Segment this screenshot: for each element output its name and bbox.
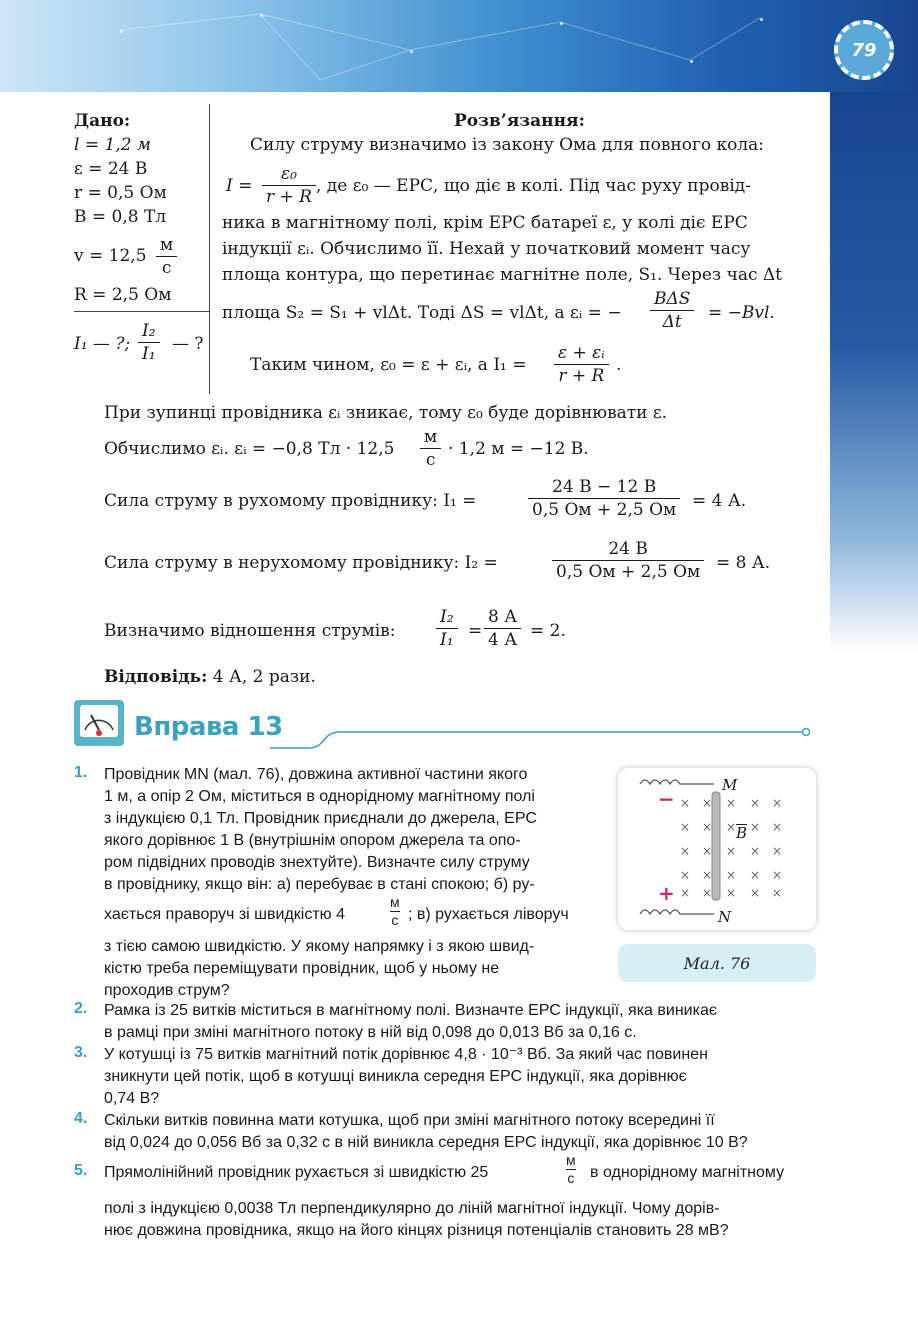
frac-den: с: [391, 912, 399, 928]
find-label: I₁ — ?;: [74, 334, 131, 354]
problem-line: полі з індукцією 0,0038 Тл перпендикулярно до ліній магнітної індукції. Чому дорів-: [104, 1200, 720, 1217]
find-den: I₁: [142, 344, 156, 364]
solution-line: .: [616, 355, 622, 375]
problem-line: хається праворуч зі швидкістю 4: [104, 906, 346, 923]
problem-line: в провіднику, якщо він: а) перебуває в стані спокою; б) ру-: [104, 876, 535, 893]
solution-header: Розв’язання:: [454, 111, 585, 131]
problem-line: з індукцією 0,1 Тл. Провідник приєднали до джерела, ЕРС: [104, 810, 537, 827]
solution-line: = 2.: [530, 621, 566, 641]
solution-line: площа контура, що перетинає магнітне поле, S₁. Через час Δt: [222, 265, 782, 285]
given-separator: [209, 104, 210, 394]
ratio-value-fraction: [484, 606, 521, 651]
solution-line: Таким чином, ε₀ = ε + εᵢ, а I₁ =: [250, 355, 527, 375]
solution-line: площа S₂ = S₁ + vlΔt. Тоді ΔS = vlΔt, а εᵢ = −: [222, 303, 622, 323]
solution-line: При зупинці провідника εᵢ зникає, тому ε₀ буде дорівнювати ε.: [104, 403, 668, 423]
frac-num: 8 А: [488, 607, 518, 627]
solution-line: = −Bvl.: [708, 303, 775, 323]
unit-den: с: [161, 258, 172, 278]
label-m: M: [722, 776, 738, 794]
frac-num: BΔS: [654, 289, 691, 309]
solution-line: , де ε₀ — ЕРС, що діє в колі. Під час руху провід-: [316, 176, 751, 196]
frac-num: м: [566, 1152, 576, 1168]
problem-number: 4.: [74, 1110, 88, 1127]
plus-terminal: +: [658, 881, 675, 905]
header-banner: [0, 0, 918, 92]
minus-terminal: −: [658, 787, 675, 811]
frac-num: м: [424, 427, 438, 447]
frac-den: 4 А: [488, 630, 518, 650]
answer: [104, 666, 316, 688]
problem-line: зникнути цей потік, щоб в котушці виникла середня ЕРС індукції, яка дорівнює: [104, 1068, 687, 1085]
frac-num: м: [390, 894, 400, 910]
figure-caption: Мал. 76: [618, 944, 816, 982]
problem-line: ; в) рухається ліворуч: [408, 906, 569, 923]
side-decoration: [830, 92, 918, 652]
frac-num: ε₀: [281, 164, 297, 184]
frac-den: Δt: [662, 312, 682, 332]
frac-den: r + R: [558, 366, 605, 386]
problem-line: Скільки витків повинна мати котушка, щоб при зміні магнітного потоку всередині її: [104, 1112, 715, 1129]
frac-num: 24 В: [608, 539, 648, 559]
i1-fraction: [528, 476, 680, 521]
speed-unit: [390, 894, 400, 929]
given-item: r = 0,5 Ом: [74, 183, 167, 203]
find-num: I₂: [142, 321, 156, 341]
problem-line: проходив струм?: [104, 982, 230, 999]
solution-line: Визначимо відношення струмів:: [104, 621, 396, 641]
figure-76: × × × × × × × × × × × × × × × × × × × × × × × × × M N B − +: [618, 768, 816, 930]
label-b-vector: B: [736, 824, 748, 842]
emf-fraction: [650, 288, 694, 333]
problem-line: від 0,024 до 0,056 Вб за 0,32 с в ній виникла середня ЕРС індукції, яка дорівнює 10 В?: [104, 1134, 748, 1151]
problem-line: в однорідному магнітному: [590, 1164, 785, 1181]
problem-number: 2.: [74, 1000, 88, 1017]
given-v-unit: [156, 234, 177, 279]
constellation-lines-icon: [0, 0, 918, 92]
frac-den: 0,5 Ом + 2,5 Ом: [556, 562, 701, 582]
solution-line: · 1,2 м = −12 В.: [448, 439, 589, 459]
frac-den: с: [425, 450, 436, 470]
given-item: B = 0,8 Тл: [74, 207, 167, 227]
gauge-icon: [74, 700, 124, 746]
solution-line: ника в магнітному полі, крім ЕРС батареї ε, у колі діє ЕРС: [222, 213, 748, 233]
speed-unit: [566, 1152, 576, 1187]
given-divider: [74, 311, 209, 312]
solution-line: = 8 А.: [716, 553, 771, 573]
solution-line: Сила струму в нерухомому провіднику: I₂ =: [104, 553, 498, 573]
answer-text: 4 А, 2 рази.: [207, 667, 316, 687]
title-underline-icon: [270, 722, 810, 752]
problem-line: Рамка із 25 витків міститься в магнітному полі. Визначте ЕРС індукції, яка виникає: [104, 1002, 718, 1019]
i2-fraction: [552, 538, 704, 583]
problem-number: 5.: [74, 1162, 88, 1179]
speed-unit: [420, 426, 441, 471]
solution-line: Силу струму визначимо із закону Ома для повного кола:: [250, 135, 765, 155]
frac-num: ε + εᵢ: [558, 343, 605, 363]
frac-den: I₁: [440, 630, 454, 650]
answer-label: Відповідь:: [104, 667, 208, 687]
frac-den: 0,5 Ом + 2,5 Ом: [532, 500, 677, 520]
given-item: l = 1,2 м: [74, 135, 152, 155]
problem-line: 1 м, а опір 2 Ом, міститься в однорідному магнітному полі: [104, 788, 535, 805]
problem-number: 3.: [74, 1044, 88, 1061]
given-item: R = 2,5 Ом: [74, 285, 172, 305]
problem-line: нює довжина провідника, якщо на його кінцях різниця потенціалів становить 28 мВ?: [104, 1222, 729, 1239]
exercise-title: Вправа 13: [134, 712, 283, 742]
ratio-fraction: [436, 606, 458, 651]
frac-num: 24 В − 12 В: [552, 477, 657, 497]
equals-sign: =: [468, 621, 483, 641]
page-number: 79: [851, 39, 877, 61]
given-item: ε = 24 В: [74, 159, 148, 179]
problem-line: Прямолінійний провідник рухається зі швидкістю 25: [104, 1164, 489, 1181]
problem-line: Провідник MN (мал. 76), довжина активної частини якого: [104, 766, 528, 783]
find-suffix: — ?: [172, 334, 204, 354]
given-header: Дано:: [74, 111, 131, 131]
problem-number: 1.: [74, 764, 88, 781]
frac-den: r + R: [266, 187, 312, 207]
ohm-fraction: [262, 163, 316, 208]
current-fraction: [554, 342, 609, 387]
solution-line: Сила струму в рухомому провіднику: I₁ =: [104, 491, 477, 511]
solution-line: I =: [226, 176, 253, 196]
find-ratio: [138, 320, 160, 365]
frac-den: с: [567, 1170, 575, 1186]
page-number-gear-icon: [834, 20, 894, 80]
solution-line: = 4 А.: [692, 491, 747, 511]
solution-line: Обчислимо εᵢ. εᵢ = −0,8 Тл · 12,5: [104, 439, 395, 459]
problem-line: У котушці із 75 витків магнітний потік дорівнює 4,8 · 10⁻³ Вб. За який час повинен: [104, 1046, 708, 1063]
problem-line: в рамці при зміні магнітного потоку в ній від 0,098 до 0,013 Вб за 0,16 с.: [104, 1024, 637, 1041]
problem-line: 0,74 В?: [104, 1090, 160, 1107]
problem-line: ром підвідних проводів знехтуйте). Визначте силу струму: [104, 854, 530, 871]
problem-line: якого дорівнює 1 В (внутрішнім опором джерела та опо-: [104, 832, 521, 849]
problem-line: з тією самою швидкістю. У якому напрямку і з якою швид-: [104, 938, 535, 955]
solution-line: індукції εᵢ. Обчислимо її. Нехай у початковий момент часу: [222, 239, 751, 259]
frac-num: I₂: [440, 607, 454, 627]
magnetic-field-diagram: [618, 768, 816, 930]
given-item: v = 12,5: [74, 246, 147, 266]
unit-num: м: [160, 235, 174, 255]
problem-line: кістю треба переміщувати провідник, щоб у ньому не: [104, 960, 500, 977]
label-n: N: [718, 908, 732, 926]
